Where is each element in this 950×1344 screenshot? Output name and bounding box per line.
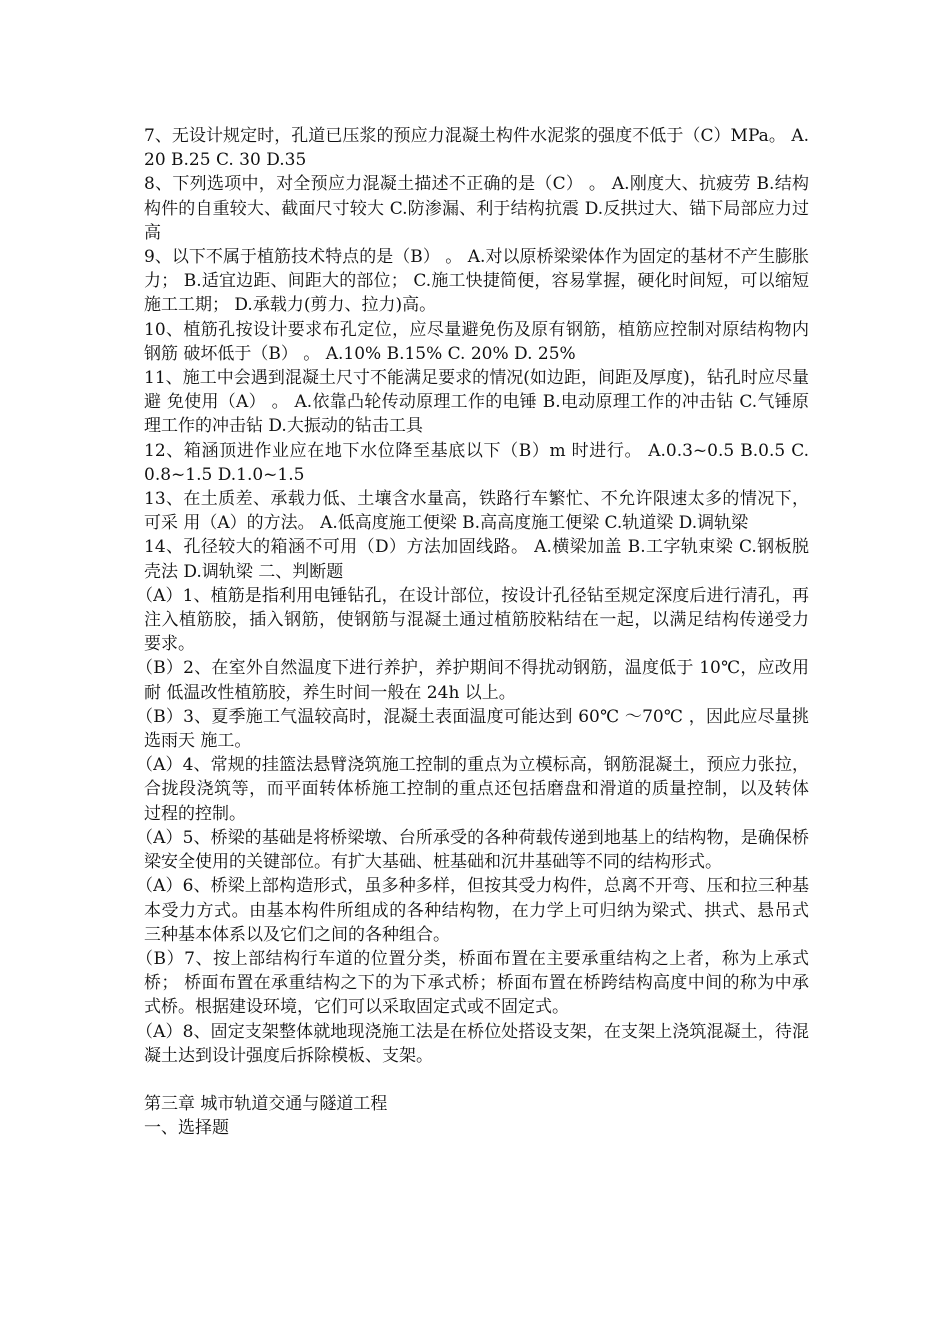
judgement-4: （A）4、常规的挂篮法悬臂浇筑施工控制的重点为立模标高，钢筋混凝土，预应力张拉， 合拢段浇筑等，而平面转体桥施工控制的重点还包括磨盘和滑道的质量控制，以及转体 过程的控制。 bbox=[136, 755, 809, 824]
chapter-title: 第三章 城市轨道交通与隧道工程 bbox=[144, 1093, 388, 1114]
question-7: 7、无设计规定时，孔道已压浆的预应力混凝土构件水泥浆的强度不低于（C）MPa。 A.20 B.25 C. 30 D.35 bbox=[144, 126, 809, 171]
judgement-3: （B）3、夏季施工气温较高时，混凝土表面温度可能达到 60℃ ～70℃ ，因此应尽量挑选雨天 施工。 bbox=[136, 706, 809, 752]
judgement-2: （B）2、在室外自然温度下进行养护，养护期间不得扰动钢筋，温度低于 10℃，应改用耐 低温改性植筋胶，养生时间一般在 24h 以上。 bbox=[136, 658, 809, 703]
judgement-6: （A）6、桥梁上部构造形式，虽多种多样，但按其受力构件，总离不开弯、压和拉三种基 本受力方式。由基本构件所组成的各种结构物，在力学上可归纳为梁式、拱式、悬吊式 三种基本体系以及它们之间的各种组合。 bbox=[136, 876, 809, 945]
question-13: 13、在土质差、承载力低、土壤含水量高，铁路行车繁忙、不允许限速太多的情况下，可采 用（A）的方法。 A.低高度施工便梁 B.高高度施工便梁 C.轨道梁 D.调轨梁 bbox=[144, 489, 809, 534]
question-10: 10、植筋孔按设计要求布孔定位，应尽量避免伤及原有钢筋，植筋应控制对原结构物内钢筋 破坏低于（B） 。 A.10% B.15% C. 20% D. 25% bbox=[144, 319, 809, 364]
judgement-7: （B）7、按上部结构行车道的位置分类，桥面布置在主要承重结构之上者，称为上承式桥； 桥面布置在承重结构之下的为下承式桥；桥面布置在桥跨结构高度中间的称为中承式桥。根据建设环境，它们可以采取固定式或不固定式。 bbox=[136, 948, 809, 1018]
document-page bbox=[136, 124, 809, 1140]
question-9: 9、以下不属于植筋技术特点的是（B） 。 A.对以原桥梁梁体作为固定的基材不产生膨胀力； B.适宜边距、间距大的部位； C.施工快捷简便，容易掌握，硬化时间短，可以缩短施工工期； D.承载力(剪力、拉力)高。 bbox=[144, 247, 809, 316]
question-11: 11、施工中会遇到混凝土尺寸不能满足要求的情况(如边距，间距及厚度)，钻孔时应尽量避 免使用（A） 。 A.依靠凸轮传动原理工作的电锤 B.电动原理工作的冲击钻 C.气锤原理工作的冲击钻 D.大振动的钻击工具 bbox=[144, 368, 809, 437]
section-title: 一、选择题 bbox=[144, 1118, 229, 1139]
question-12: 12、箱涵顶进作业应在地下水位降至基底以下（B）m 时进行。 A.0.3~0.5 B.0.5 C. 0.8~1.5 D.1.0~1.5 bbox=[144, 440, 809, 485]
blank-line bbox=[144, 1068, 809, 1092]
judgement-1: （A）1、植筋是指利用电锤钻孔，在设计部位，按设计孔径钻至规定深度后进行清孔，再 注入植筋胶，插入钢筋，使钢筋与混凝土通过植筋胶粘结在一起，以满足结构传递受力 要求。 bbox=[136, 585, 809, 655]
judgement-8: （A）8、固定支架整体就地现浇施工法是在桥位处搭设支架，在支架上浇筑混凝土，待混 凝土达到设计强度后拆除模板、支架。 bbox=[136, 1021, 809, 1066]
question-8: 8、下列选项中，对全预应力混凝土描述不正确的是（C） 。 A.刚度大、抗疲劳 B.结构构件的自重较大、截面尺寸较大 C.防渗漏、利于结构抗震 D.反拱过大、锚下局部应力过高 bbox=[144, 174, 809, 243]
question-14: 14、孔径较大的箱涵不可用（D）方法加固线路。 A.横梁加盖 B.工字轨束梁 C.钢板脱壳法 D.调轨梁 二、判断题 bbox=[144, 537, 809, 582]
judgement-5: （A）5、桥梁的基础是将桥梁墩、台所承受的各种荷载传递到地基上的结构物，是确保桥 梁安全使用的关键部位。有扩大基础、桩基础和沉井基础等不同的结构形式。 bbox=[136, 827, 809, 873]
